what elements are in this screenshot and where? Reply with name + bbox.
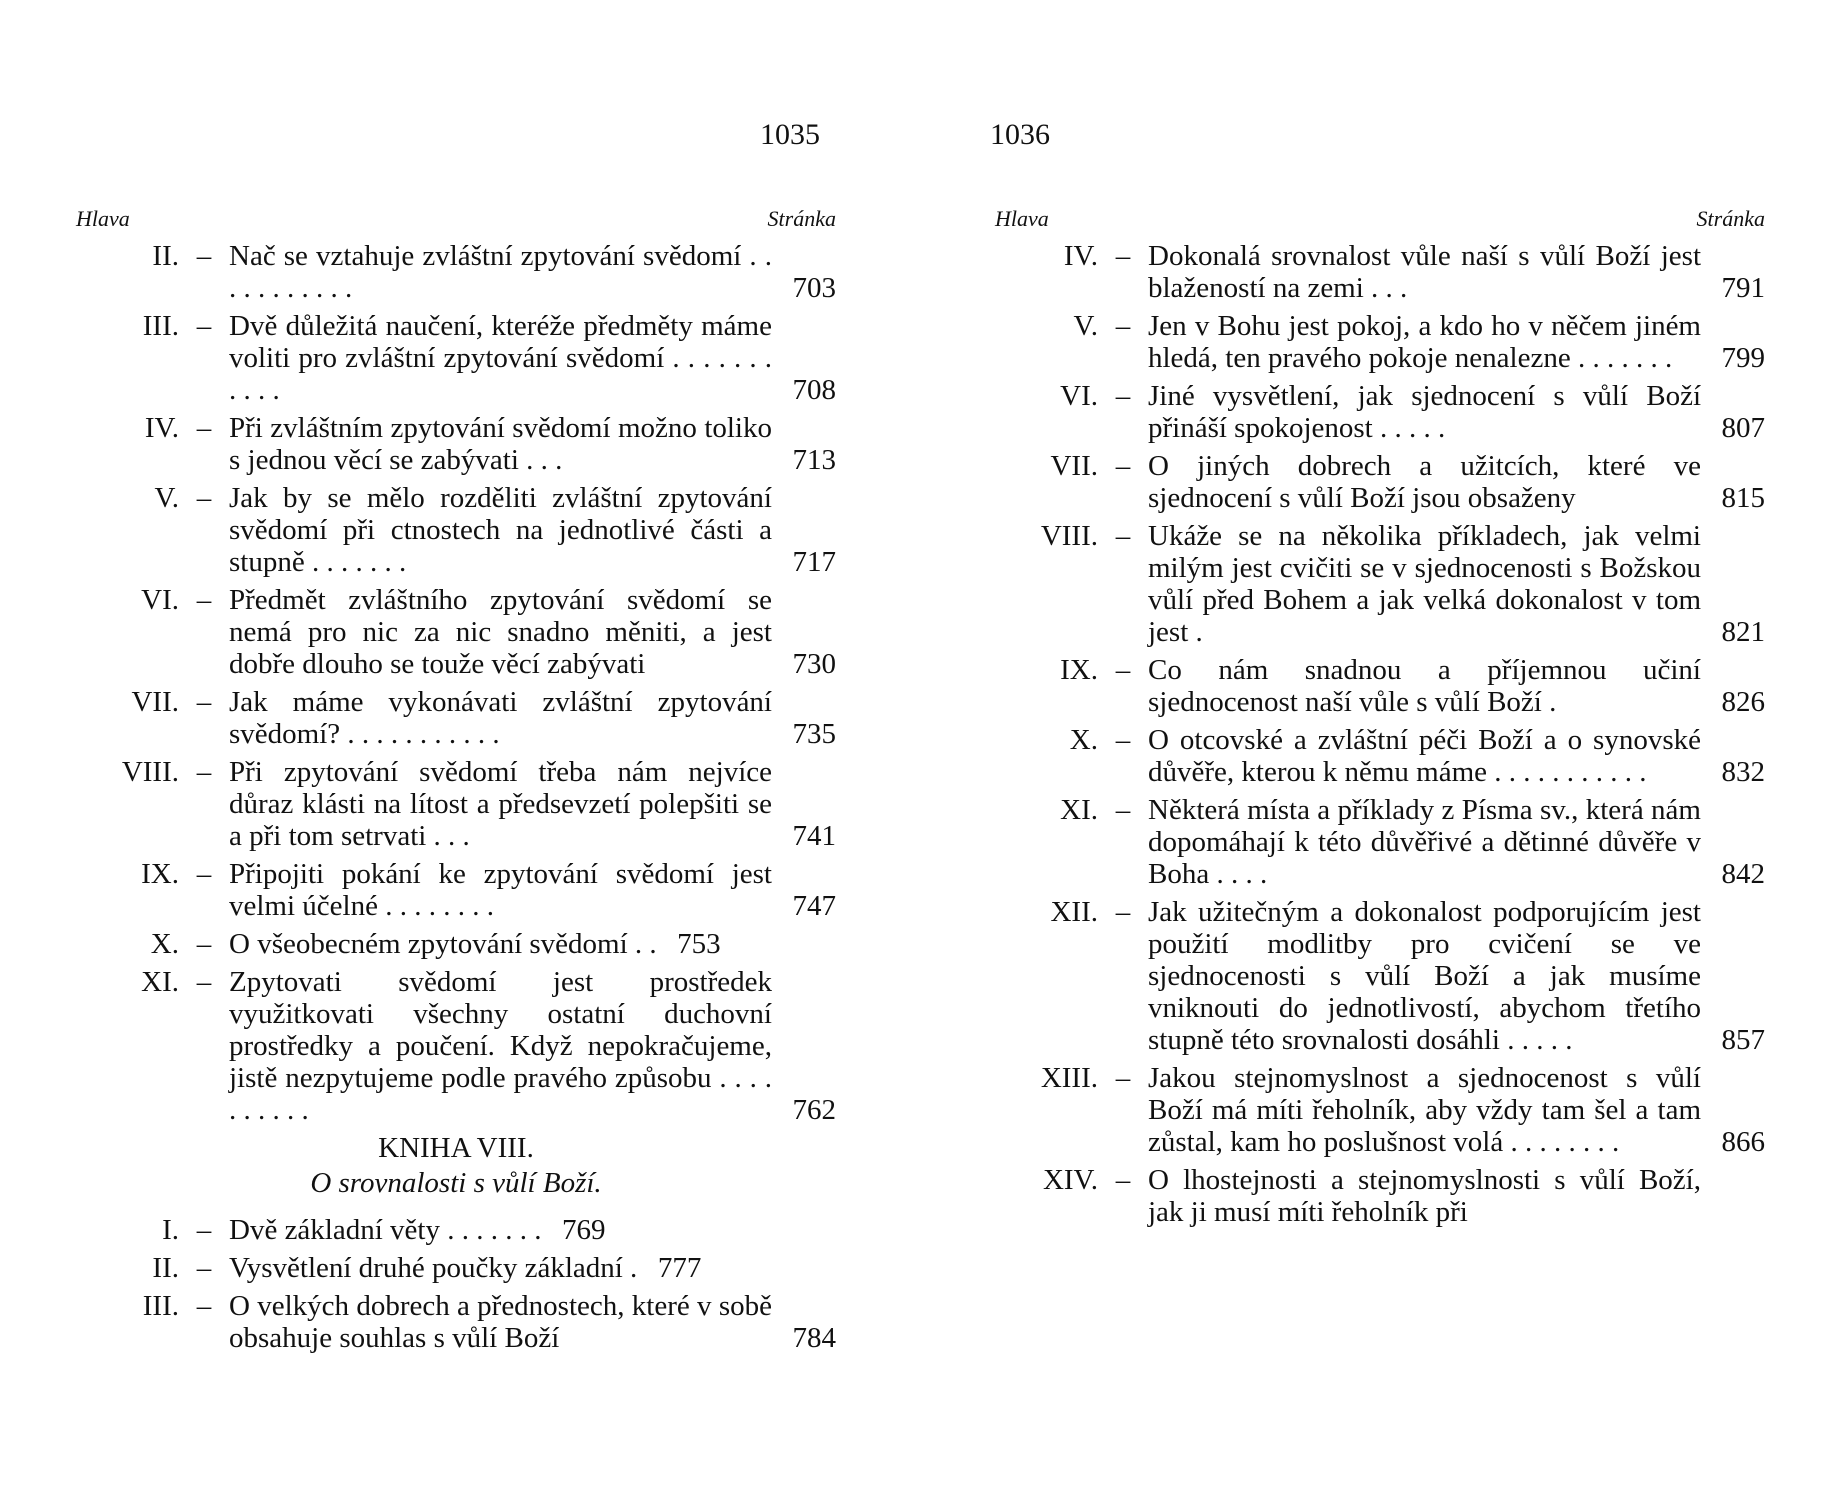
page-reference: 741 [792, 820, 836, 852]
entry-dash: – [196, 1290, 212, 1322]
book-heading: KNIHA VIII. [378, 1132, 534, 1164]
toc-entry [76, 756, 836, 852]
toc-entry [76, 240, 836, 304]
book-subtitle: O srovnalosti s vůlí Boží. [310, 1167, 602, 1199]
entry-dash: – [1115, 240, 1131, 272]
entry-dash: – [196, 1214, 212, 1246]
chapter-number: IX. [1060, 654, 1098, 686]
chapter-number: XIII. [1040, 1062, 1098, 1094]
left-toc-header [76, 206, 836, 232]
chapter-number: XI. [1060, 794, 1098, 826]
chapter-number: IV. [1063, 240, 1098, 272]
chapter-number: XII. [1050, 896, 1098, 928]
page-reference: 821 [1721, 616, 1765, 648]
entry-dash: – [196, 966, 212, 998]
chapter-title: Připojiti pokání ke zpytování svědomí jest velmi účelné . . . . . . . . [229, 858, 772, 922]
chapter-number: IV. [144, 412, 179, 444]
page-reference: 730 [792, 648, 836, 680]
chapter-title: Ukáže se na několika příkladech, jak velmi milým jest cvičiti se v sjednocenosti s Božskou vůlí před Bohem a jak velká dokonalost v tom jest . [1148, 520, 1701, 648]
right-entry-list [995, 240, 1765, 1228]
chapter-number: II. [152, 240, 179, 272]
left-toc-column [76, 206, 836, 1360]
entry-dash: – [196, 756, 212, 788]
toc-entry [995, 520, 1765, 648]
chapter-title: Dvě základní věty . . . . . . . [229, 1214, 542, 1246]
entry-dash: – [1115, 450, 1131, 482]
chapter-title: Předmět zvláštního zpytování svědomí se nemá pro nic za nic snadno měniti, a jest dobře dlouho se touže věcí zabývati [229, 584, 772, 680]
right-toc-column [995, 206, 1765, 1234]
page-reference: 717 [792, 546, 836, 578]
toc-entry [995, 896, 1765, 1056]
entry-dash: – [1115, 654, 1131, 686]
chapter-number: V. [1073, 310, 1098, 342]
chapter-title: Při zpytování svědomí třeba nám nejvíce důraz klásti na lítost a předsevzetí polepšiti se a při tom setrvati . . . [229, 756, 772, 852]
toc-entry [995, 380, 1765, 444]
toc-entry [76, 482, 836, 578]
toc-entry [995, 240, 1765, 304]
chapter-title: Co nám snadnou a příjemnou učiní sjednocenost naší vůle s vůlí Boží . [1148, 654, 1701, 718]
chapter-number: IX. [141, 858, 179, 890]
chapter-title: Zpytovati svědomí jest prostředek využitkovati všechny ostatní duchovní prostředky a poučení. Když nepokračujeme, jistě nezpytujeme podle pravého způsobu . . . . . . . . . . [229, 966, 772, 1126]
entry-dash: – [1115, 1164, 1131, 1196]
entry-dash: – [196, 412, 212, 444]
chapter-title: O jiných dobrech a užitcích, které ve sjednocení s vůlí Boží jsou obsaženy [1148, 450, 1701, 514]
chapter-title: Jakou stejnomyslnost a sjednocenost s vůlí Boží má míti řeholník, aby vždy tam šel a tam zůstal, kam ho poslušnost volá . . . . . . . . [1148, 1062, 1701, 1158]
chapter-title: Dvě důležitá naučení, kteréže předměty máme voliti pro zvláštní zpytování svědomí . . . . . . . . . . . [229, 310, 772, 406]
toc-entry [995, 1062, 1765, 1158]
chapter-title: Dokonalá srovnalost vůle naší s vůlí Boží jest blažeností na zemi . . . [1148, 240, 1701, 304]
page-reference: 807 [1721, 412, 1765, 444]
toc-entry [995, 310, 1765, 374]
entry-dash: – [196, 584, 212, 616]
chapter-number: III. [142, 310, 179, 342]
chapter-title: Jen v Bohu jest pokoj, a kdo ho v něčem jiném hledá, ten pravého pokoje nenalezne . . . . . . . [1148, 310, 1701, 374]
entry-dash: – [196, 482, 212, 514]
chapter-title: Jak by se mělo rozděliti zvláštní zpytování svědomí při ctnostech na jednotlivé části a stupně . . . . . . . [229, 482, 772, 578]
chapter-number: V. [154, 482, 179, 514]
page-reference: 762 [792, 1094, 836, 1126]
page-reference: 826 [1721, 686, 1765, 718]
chapter-header-label: Hlava [76, 206, 130, 231]
chapter-number: XIV. [1042, 1164, 1098, 1196]
page-reference: 713 [792, 444, 836, 476]
entry-dash: – [1115, 1062, 1131, 1094]
toc-entry [995, 724, 1765, 788]
chapter-title: Jiné vysvětlení, jak sjednocení s vůlí Boží přináší spokojenost . . . . . [1148, 380, 1701, 444]
right-page-number: 1036 [990, 118, 1050, 151]
entry-dash: – [1115, 896, 1131, 928]
page-reference: 866 [1721, 1126, 1765, 1158]
toc-entry [995, 654, 1765, 718]
entry-dash: – [1115, 310, 1131, 342]
page-reference: 832 [1721, 756, 1765, 788]
toc-entry [76, 412, 836, 476]
toc-entry [76, 584, 836, 680]
chapter-title: Jak užitečným a dokonalost podporujícím jest použití modlitby pro cvičení se ve sjednocenosti s vůlí Boží a jak musíme vniknouti do jednotlivostí, abychom třetího stupně této srovnalosti dosáhli . . . . . [1148, 896, 1701, 1056]
chapter-title: Vysvětlení druhé poučky základní . [229, 1252, 638, 1284]
toc-entry [76, 1214, 836, 1246]
page-reference: 735 [792, 718, 836, 750]
chapter-title: Některá místa a příklady z Písma sv., která nám dopomáhají k této důvěřivé a dětinné důvěře v Boha . . . . [1148, 794, 1701, 890]
toc-entry [76, 966, 836, 1126]
chapter-number: VI. [141, 584, 179, 616]
page-reference: 708 [792, 374, 836, 406]
page-reference: 815 [1721, 482, 1765, 514]
chapter-title: O otcovské a zvláštní péči Boží a o synovské důvěře, kterou k němu máme . . . . . . . . . . . [1148, 724, 1701, 788]
chapter-header-label: Hlava [995, 206, 1049, 231]
toc-entry [76, 310, 836, 406]
toc-entry [995, 1164, 1765, 1228]
entry-dash: – [196, 1252, 212, 1284]
right-toc-header [995, 206, 1765, 232]
chapter-number: VI. [1060, 380, 1098, 412]
page-reference: 791 [1721, 272, 1765, 304]
entry-dash: – [196, 928, 212, 960]
page-reference: 784 [792, 1322, 836, 1354]
toc-entry [76, 928, 836, 960]
chapter-title: Jak máme vykonávati zvláštní zpytování svědomí? . . . . . . . . . . . [229, 686, 772, 750]
entry-dash: – [1115, 794, 1131, 826]
entry-dash: – [196, 310, 212, 342]
toc-entry [76, 858, 836, 922]
chapter-title: O všeobecném zpytování svědomí . . [229, 928, 657, 960]
page-reference: 842 [1721, 858, 1765, 890]
page-reference: 703 [792, 272, 836, 304]
chapter-number: X. [150, 928, 179, 960]
chapter-number: III. [142, 1290, 179, 1322]
entry-dash: – [196, 686, 212, 718]
page-reference: 769 [561, 1214, 606, 1246]
chapter-title: Při zvláštním zpytování svědomí možno toliko s jednou věcí se zabývati . . . [229, 412, 772, 476]
chapter-title: O lhostejnosti a stejnomyslnosti s vůlí Boží, jak ji musí míti řeholník při [1148, 1164, 1701, 1228]
left-entry-list [76, 240, 836, 1126]
page-header-label: Stránka [767, 206, 836, 231]
chapter-number: VIII. [1040, 520, 1098, 552]
page-reference: 747 [792, 890, 836, 922]
chapter-title: Nač se vztahuje zvláštní zpytování svědomí . . . . . . . . . . . [229, 240, 772, 304]
toc-entry [76, 1290, 836, 1354]
chapter-number: II. [152, 1252, 179, 1284]
chapter-title: O velkých dobrech a přednostech, které v sobě obsahuje souhlas s vůlí Boží [229, 1290, 772, 1354]
toc-entry [995, 794, 1765, 890]
chapter-number: X. [1069, 724, 1098, 756]
left-page-number: 1035 [760, 118, 820, 151]
toc-entry [995, 450, 1765, 514]
chapter-number: VII. [131, 686, 179, 718]
chapter-number: I. [162, 1214, 179, 1246]
page-reference: 753 [677, 928, 721, 960]
entry-dash: – [1115, 520, 1131, 552]
page-header-label: Stránka [1696, 206, 1765, 231]
entry-dash: – [1115, 380, 1131, 412]
page-reference: 777 [657, 1252, 702, 1284]
chapter-number: VIII. [121, 756, 179, 788]
entry-dash: – [196, 858, 212, 890]
entry-dash: – [196, 240, 212, 272]
toc-entry [76, 1252, 836, 1284]
page-reference: 799 [1721, 342, 1765, 374]
entry-dash: – [1115, 724, 1131, 756]
chapter-number: XI. [141, 966, 179, 998]
toc-entry [76, 686, 836, 750]
book-entry-list [76, 1214, 836, 1354]
chapter-number: VII. [1050, 450, 1098, 482]
page-reference: 857 [1721, 1024, 1765, 1056]
